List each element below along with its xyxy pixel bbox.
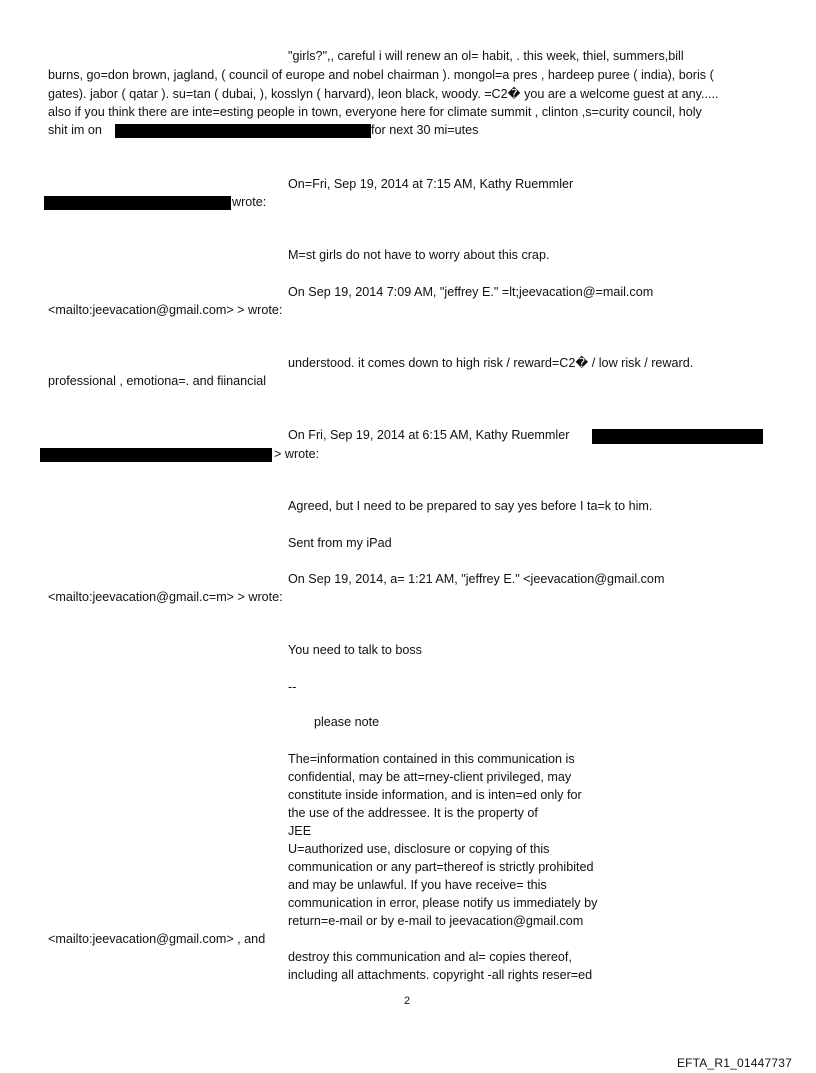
disclaimer-line: communication or any part=thereof is strictly prohibited [288,860,594,874]
page-number: 2 [404,995,411,1007]
disclaimer-line: U=authorized use, disclosure or copying of this [288,842,550,856]
email-header-line: <mailto:jeevacation@gmail.c=m> > wrote: [48,590,283,604]
body-text-line: Sent from my iPad [288,536,392,550]
email-header-line: On=Fri, Sep 19, 2014 at 7:15 AM, Kathy Ruemmler [288,177,574,191]
redaction-bar [44,196,231,210]
body-text-line: M=st girls do not have to worry about this crap. [288,248,550,262]
body-text-line: gates). jabor ( qatar ). su=tan ( dubai, ), kosslyn ( harvard), leon black, woody. =C2� you are a welcome guest at any..... [48,87,719,101]
disclaimer-line: confidential, may be att=rney-client privileged, may [288,770,572,784]
body-text-line: understood. it comes down to high risk / reward=C2� / low risk / reward. [288,356,694,370]
disclaimer-line: The=information contained in this communication is [288,752,575,766]
body-text-line: also if you think there are inte=esting people in town, everyone here for climate summit , clinton ,s=curity council, holy [48,105,702,119]
redaction-bar [115,124,371,138]
body-text-line: for next 30 mi=utes [371,123,479,137]
redaction-bar [592,429,763,444]
disclaimer-line: and may be unlawful. If you have receive= this [288,878,547,892]
disclaimer-line: return=e-mail or by e-mail to jeevacation@gmail.com [288,914,584,928]
body-text-line: burns, go=don brown, jagland, ( council of europe and nobel chairman ). mongol=a pres , hardeep puree ( india), boris ( [48,68,714,82]
email-header-line: On Fri, Sep 19, 2014 at 6:15 AM, Kathy Ruemmler [288,428,570,442]
email-header-line: <mailto:jeevacation@gmail.com> > wrote: [48,303,283,317]
email-header-line: wrote: [232,195,267,209]
email-header-line: On Sep 19, 2014, a= 1:21 AM, "jeffrey E." <jeevacation@gmail.com [288,572,665,586]
disclaimer-line: constitute inside information, and is inten=ed only for [288,788,582,802]
body-text-line: "girls?",, careful i will renew an ol= habit, . this week, thiel, summers,bill [288,49,684,63]
body-text-line: professional , emotiona=. and fiinancial [48,374,267,388]
disclaimer-line: <mailto:jeevacation@gmail.com> , and [48,932,266,946]
disclaimer-line: destroy this communication and al= copies thereof, [288,950,572,964]
signature-separator: -- [288,680,297,694]
disclaimer-line: JEE [288,824,312,838]
disclaimer-line: communication in error, please notify us immediately by [288,896,598,910]
disclaimer-line: including all attachments. copyright -all rights reser=ed [288,968,593,982]
body-text-line: You need to talk to boss [288,643,422,657]
body-text-line: please note [314,715,380,729]
email-header-line: > wrote: [274,447,320,461]
body-text-line: Agreed, but I need to be prepared to say yes before I ta=k to him. [288,499,653,513]
body-text-line: shit im on [48,123,102,137]
email-header-line: On Sep 19, 2014 7:09 AM, "jeffrey E." =lt;jeevacation@=mail.com [288,285,654,299]
redaction-bar [40,448,272,462]
document-id-footer: EFTA_R1_01447737 [676,1056,792,1070]
disclaimer-line: the use of the addressee. It is the property of [288,806,538,820]
